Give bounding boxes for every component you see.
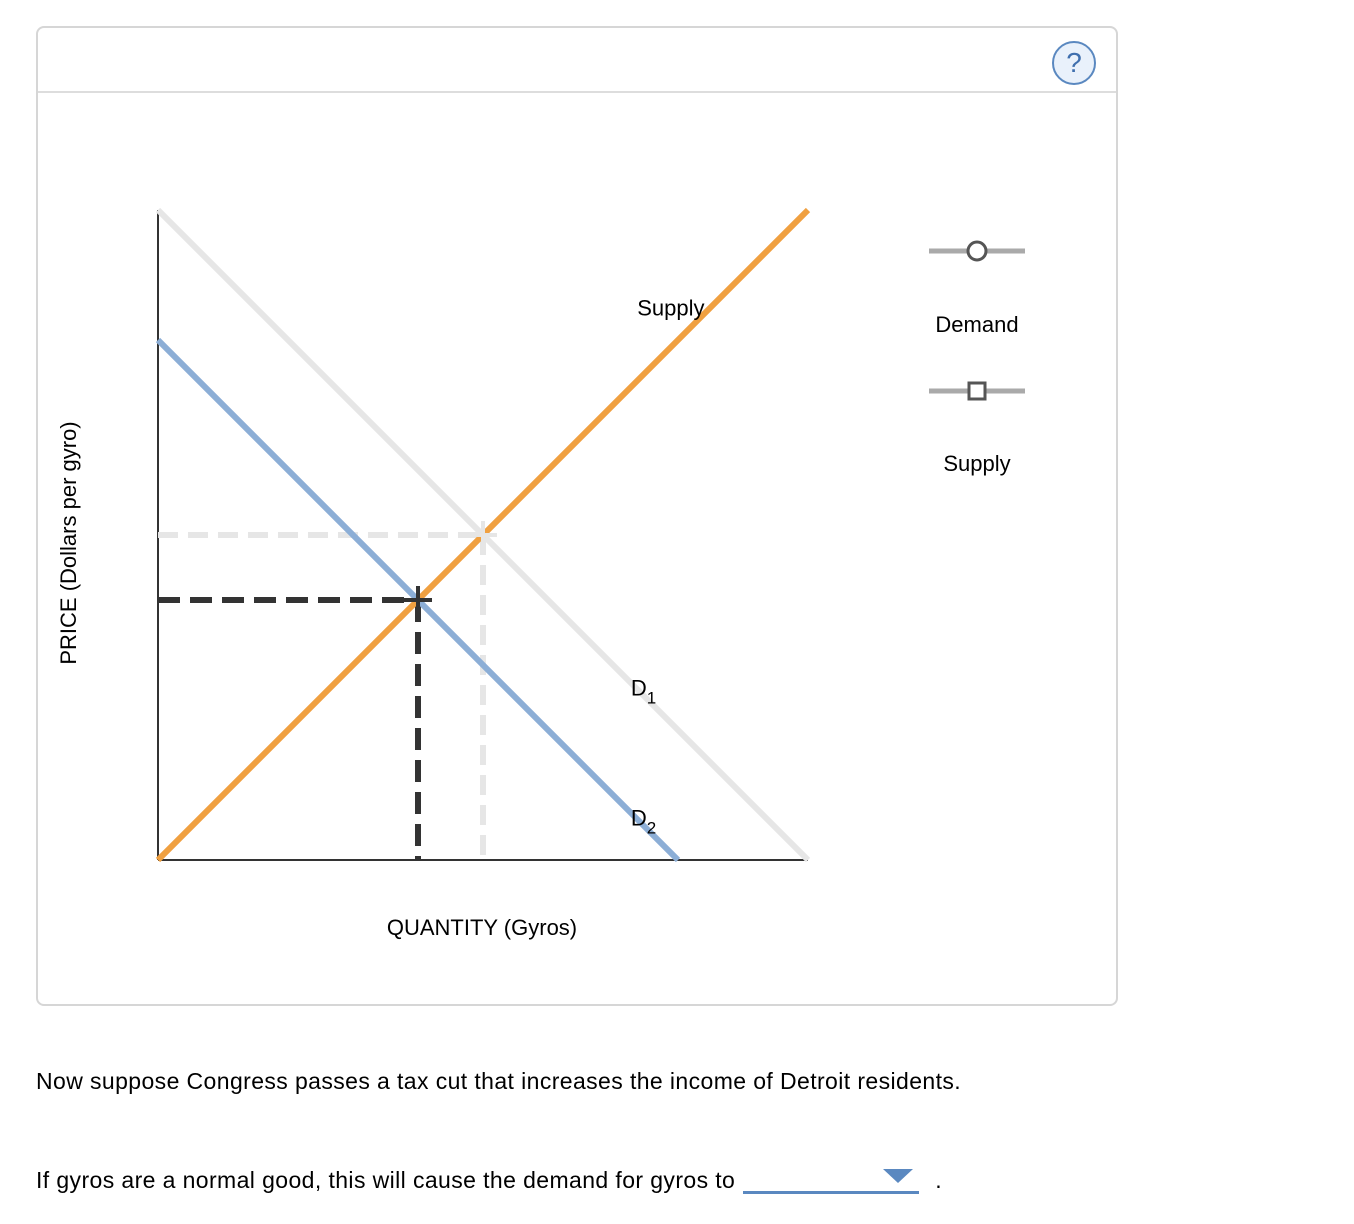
y-axis-label: PRICE (Dollars per gyro) xyxy=(56,421,81,665)
palette xyxy=(929,242,1025,476)
demand-change-dropdown[interactable] xyxy=(743,1163,919,1194)
d2-label-sub: 2 xyxy=(646,818,657,838)
statement-text: Now suppose Congress passes a tax cut that increases the income of Detroit residents. xyxy=(36,1068,962,1094)
question-text: If gyros are a normal good, this will cause the demand for gyros to xyxy=(36,1167,736,1193)
circle-marker-icon xyxy=(968,242,986,260)
palette-demand-label: Demand xyxy=(935,312,1019,337)
square-marker-icon xyxy=(969,383,985,399)
palette-supply-tool[interactable] xyxy=(929,383,1025,476)
supply-curve-label: Supply xyxy=(637,295,705,321)
d2-label-main: D xyxy=(630,805,647,831)
chevron-down-icon xyxy=(883,1169,913,1183)
question-row xyxy=(36,1163,942,1194)
d1-label-main: D xyxy=(630,675,647,701)
d1-curve-label xyxy=(631,676,656,708)
palette-demand-tool[interactable] xyxy=(929,242,1025,337)
help-icon: ? xyxy=(1066,47,1082,78)
palette-supply-label: Supply xyxy=(943,451,1011,476)
x-axis-label: QUANTITY (Gyros) xyxy=(386,915,578,940)
d2-curve-label xyxy=(631,806,656,838)
d1-label-sub: 1 xyxy=(646,688,657,708)
question-period: . xyxy=(935,1167,943,1193)
